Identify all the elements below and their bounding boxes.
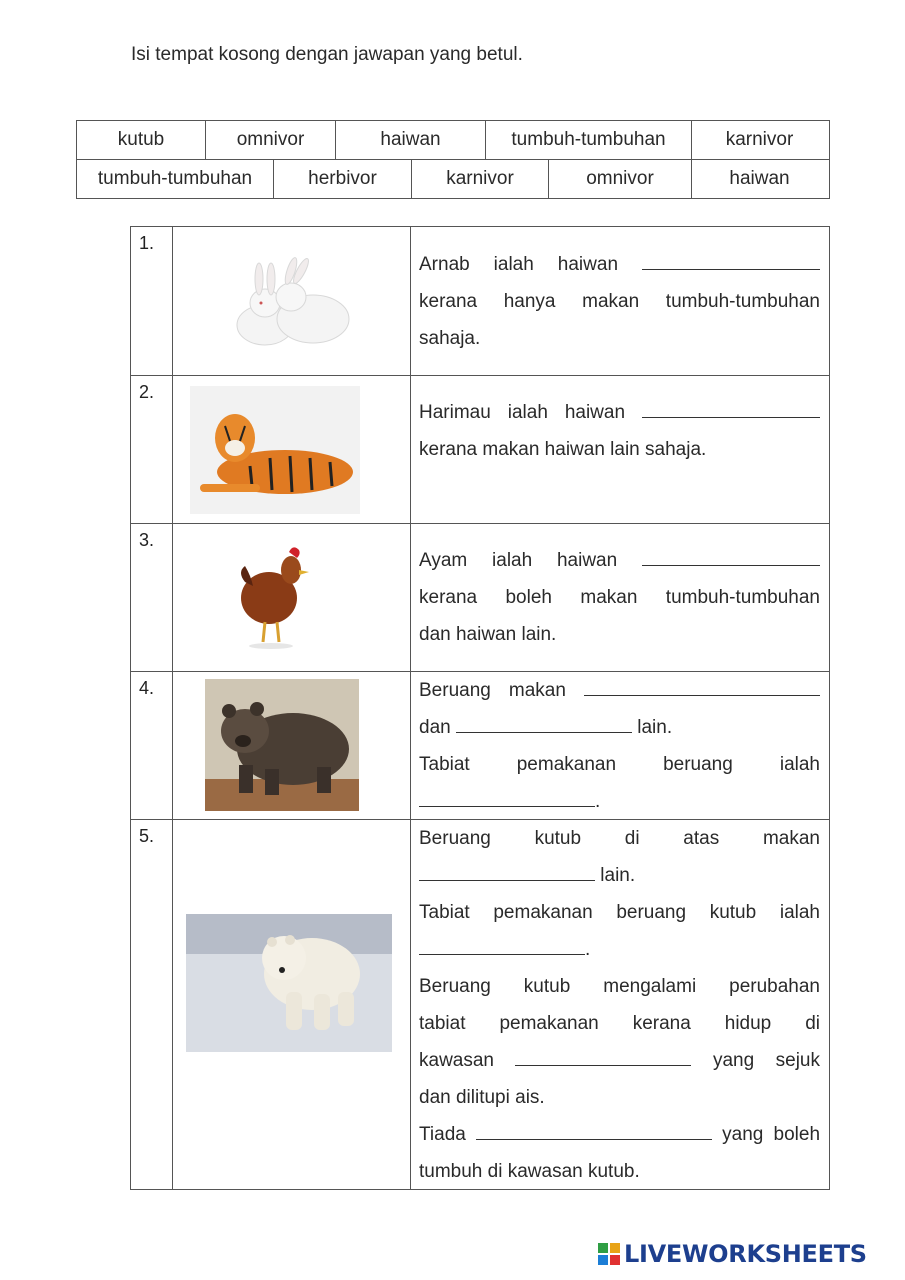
word-bank-cell: tumbuh-tumbuhan: [485, 121, 691, 159]
answer-blank[interactable]: [456, 714, 632, 733]
word-bank-row-2: [77, 159, 829, 198]
answer-blank[interactable]: [515, 1047, 691, 1066]
question-text-line: dan dilitupi ais.: [419, 1086, 545, 1108]
image-cell: [173, 524, 411, 671]
question-text-line: Beruang makan: [419, 679, 566, 701]
question-text-line: kerana hanya makan tumbuh-tumbuhan: [419, 290, 820, 312]
question-text-line: dan: [419, 716, 451, 738]
question-row: [131, 671, 829, 819]
question-text-line: Tiada: [419, 1123, 466, 1145]
question-text: [411, 820, 829, 1189]
image-cell: [173, 227, 411, 375]
answer-blank[interactable]: [642, 251, 820, 270]
question-text-line: Beruang kutub mengalami perubahan: [419, 975, 820, 997]
answer-blank[interactable]: [419, 862, 595, 881]
question-row: [131, 819, 829, 1189]
tiger-image: [190, 386, 360, 514]
word-bank-cell: tumbuh-tumbuhan: [97, 168, 253, 189]
answer-blank[interactable]: [584, 677, 820, 696]
question-text-line: yang sejuk: [712, 1049, 821, 1071]
question-text-line: yang boleh: [722, 1123, 821, 1145]
answer-blank[interactable]: [642, 399, 820, 418]
question-text: [411, 524, 829, 671]
word-bank-cell: karnivor: [691, 121, 827, 159]
question-text-line: dan haiwan lain.: [419, 624, 557, 645]
question-text-line: lain.: [637, 716, 673, 738]
question-text-line: lain.: [600, 864, 636, 886]
question-number: 5.: [131, 820, 173, 1189]
question-text-line: Ayam ialah haiwan: [419, 550, 618, 571]
word-bank-cell: haiwan: [335, 121, 485, 159]
question-text-line: Tabiat pemakanan beruang ialah: [419, 753, 820, 775]
word-bank-cell: kutub: [117, 129, 165, 150]
brown-bear-image: [205, 679, 359, 811]
answer-blank[interactable]: [642, 547, 820, 566]
question-text-line: sahaja.: [419, 327, 481, 349]
question-text-line: .: [585, 938, 591, 960]
question-text-line: Arnab ialah haiwan: [419, 253, 619, 275]
question-text: [411, 672, 829, 819]
logo-text: LIVEWORKSHEETS: [624, 1240, 867, 1268]
logo-icon: [598, 1243, 620, 1265]
question-text: [411, 227, 829, 375]
question-row: [131, 375, 829, 523]
image-cell: [173, 672, 411, 819]
question-number: 4.: [131, 672, 173, 819]
instruction-text: Isi tempat kosong dengan jawapan yang betul.: [131, 44, 523, 65]
word-bank-cell: omnivor: [548, 160, 691, 198]
answer-blank[interactable]: [419, 936, 585, 955]
question-text-line: tumbuh di kawasan kutub.: [419, 1160, 640, 1182]
question-number: 3.: [131, 524, 173, 671]
question-text-line: tabiat pemakanan kerana hidup di: [419, 1012, 820, 1034]
word-bank-cell: herbivor: [273, 160, 411, 198]
question-text-line: Tabiat pemakanan beruang kutub ialah: [419, 901, 820, 923]
question-text: [411, 376, 829, 523]
question-table: [130, 226, 830, 1190]
answer-blank[interactable]: [476, 1121, 712, 1140]
question-number: 1.: [131, 227, 173, 375]
question-text-line: kawasan: [419, 1049, 494, 1071]
answer-blank[interactable]: [419, 788, 595, 807]
question-text-line: kerana makan haiwan lain sahaja.: [419, 439, 707, 460]
question-row: [131, 227, 829, 375]
image-cell: [173, 376, 411, 523]
question-text-line: Harimau ialah haiwan: [419, 402, 626, 423]
question-text-line: kerana boleh makan tumbuh-tumbuhan: [419, 587, 820, 608]
question-number: 2.: [131, 376, 173, 523]
word-bank-cell: omnivor: [205, 121, 335, 159]
word-bank: [76, 120, 830, 199]
question-row: [131, 523, 829, 671]
rabbits-image: [225, 257, 355, 352]
image-cell: [173, 820, 411, 1189]
question-text-line: .: [595, 790, 601, 812]
word-bank-row-1: [77, 121, 829, 159]
word-bank-cell: karnivor: [411, 160, 548, 198]
rooster-image: [235, 542, 315, 652]
word-bank-cell: haiwan: [691, 160, 827, 198]
question-text-line: Beruang kutub di atas makan: [419, 827, 820, 849]
liveworksheets-logo: [598, 1240, 867, 1268]
polar-bear-image: [186, 914, 392, 1052]
